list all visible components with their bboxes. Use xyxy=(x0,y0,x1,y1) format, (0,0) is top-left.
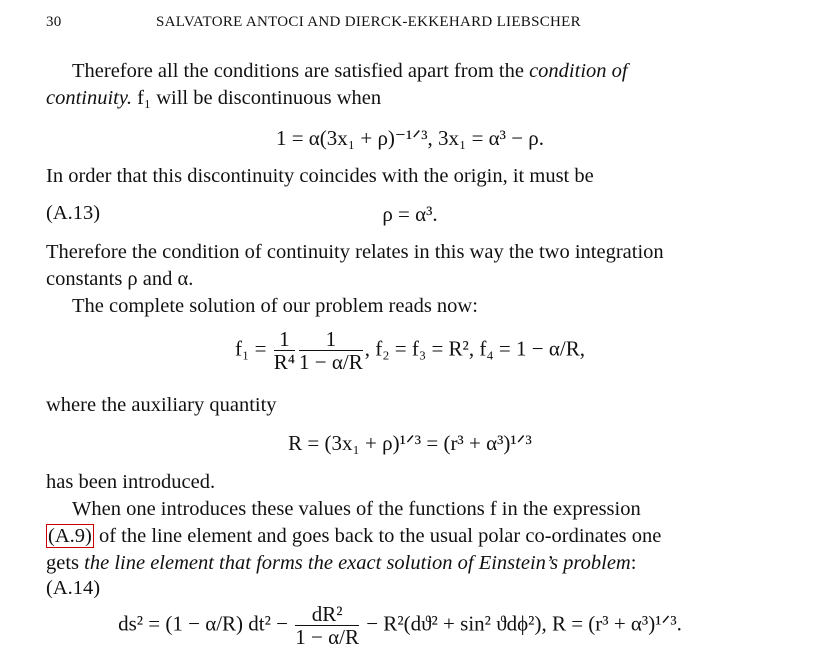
paragraph-line: (A.9) of the line element and goes back to the usual polar co-ordinates one xyxy=(48,525,662,547)
paragraph-line: Therefore the condition of continuity relates in this way the two integration xyxy=(46,241,664,263)
equation-a13: ρ = α³. xyxy=(382,202,438,226)
equation-tag: (A.13) xyxy=(46,202,101,224)
equation: 1 = α(3x₁ + ρ)⁻¹ᐟ³, 3x₁ = α³ − ρ. xyxy=(275,126,545,150)
paragraph-line: where the auxiliary quantity xyxy=(46,394,277,416)
equation-R: R = (3x₁ + ρ)¹ᐟ³ = (r³ + α³)¹ᐟ³ xyxy=(288,431,532,455)
page-header xyxy=(46,14,780,34)
paragraph-line: Therefore all the conditions are satisfied apart from the condition of xyxy=(72,60,628,82)
equation-solution: f₁ = $\frac{1}{\text{R⁴}}$ $\frac{1}{1 - \alpha/R}$ , f₂ = f₃ = R², f₄ = 1 − α/R, xyxy=(235,327,585,374)
paragraph-line: has been introduced. xyxy=(46,471,216,493)
page-number: 30 xyxy=(46,14,62,30)
running-title: SALVATORE ANTOCI AND DIERCK-EKKEHARD LIEBSCHER xyxy=(156,14,581,30)
paragraph-line: constants ρ and α. xyxy=(46,268,194,290)
equation-a14: ds² = (1 − α/R) dt² − $\frac{\text{dR²}}{1 - \alpha/R}$ − R²(dϑ² + sin² ϑdϕ²), R = (r³ + α³)¹ᐟ³. xyxy=(118,602,682,649)
equation-tag: (A.14) xyxy=(46,577,101,599)
equation-reference-link[interactable]: (A.9) xyxy=(48,525,92,547)
paragraph-line: In order that this discontinuity coincides with the origin, it must be xyxy=(46,165,594,187)
paragraph-line: gets the line element that forms the exact solution of Einstein’s problem: xyxy=(46,552,637,574)
paragraph-line: The complete solution of our problem reads now: xyxy=(72,295,478,317)
paragraph-line: continuity. f₁ will be discontinuous when xyxy=(46,87,382,109)
paragraph-line: When one introduces these values of the functions f in the expression xyxy=(72,498,641,520)
